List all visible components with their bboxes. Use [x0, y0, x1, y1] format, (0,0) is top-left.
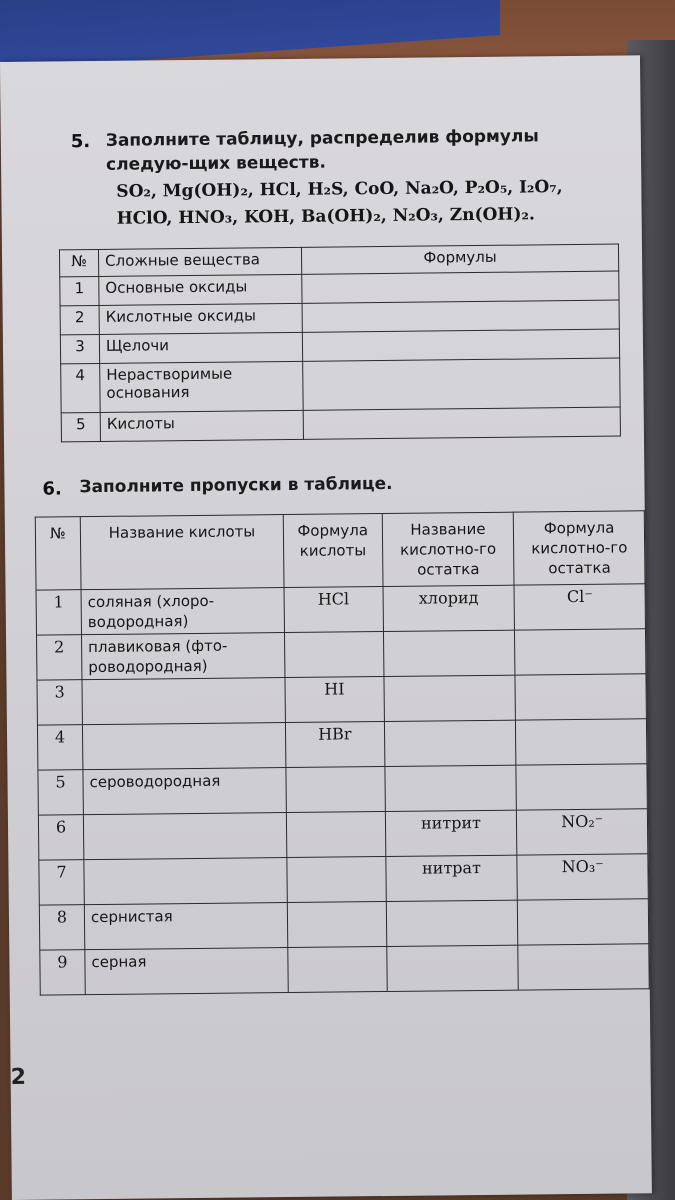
- formulas-line-1: SO₂, Mg(OH)₂, HCl, H₂S, CoO, Na₂O, P₂O₅, I₂O₇,: [116, 177, 563, 202]
- acid-name-cell[interactable]: [83, 813, 286, 860]
- task6-number: 6.: [42, 478, 62, 500]
- row-type: Кислотные оксиды: [99, 303, 302, 334]
- task5-formulas: [116, 174, 597, 233]
- acid-formula-cell[interactable]: HCl: [284, 587, 383, 633]
- residue-name-cell[interactable]: нитрит: [385, 810, 517, 856]
- col-header-formulas: Формулы: [301, 244, 618, 274]
- residue-name-cell[interactable]: [384, 720, 516, 766]
- table-row: [37, 629, 646, 680]
- residue-formula-cell[interactable]: [518, 944, 649, 990]
- acid-formula-cell[interactable]: [286, 767, 385, 813]
- task5-number: 5.: [70, 131, 91, 153]
- residue-name-cell[interactable]: [386, 900, 518, 946]
- residue-formula-cell[interactable]: NO₃⁻: [517, 854, 648, 900]
- residue-name-cell[interactable]: [384, 675, 516, 721]
- residue-name-cell[interactable]: [384, 765, 516, 811]
- formulas-line-2: HClO, HNO₃, KOH, Ba(OH)₂, N₂O₃, Zn(OH)₂.: [116, 204, 535, 229]
- acid-name-cell[interactable]: серная: [85, 948, 288, 995]
- col-header-residue-formula: Формула кислотно-го остатка: [514, 511, 645, 585]
- row-num: 1: [60, 276, 99, 305]
- acid-name-cell[interactable]: [84, 858, 287, 905]
- acid-formula-cell[interactable]: HBr: [285, 722, 384, 768]
- formulas-cell[interactable]: [302, 329, 619, 361]
- task6-title: Заполните пропуски в таблице.: [79, 473, 393, 498]
- residue-name-cell[interactable]: хлорид: [383, 585, 515, 631]
- row-type: Кислоты: [100, 410, 303, 441]
- row-num: 2: [37, 635, 82, 680]
- col-header-substances: Сложные вещества: [98, 247, 301, 276]
- table-row: [61, 358, 620, 413]
- row-type: Нерастворимые основания: [100, 361, 304, 412]
- residue-formula-cell[interactable]: [516, 719, 647, 765]
- acid-name-cell[interactable]: [82, 678, 285, 725]
- row-type: Щелочи: [99, 332, 302, 363]
- residue-formula-cell[interactable]: [516, 764, 647, 810]
- table-row: [37, 719, 646, 770]
- row-num: 4: [61, 363, 101, 412]
- row-num: 5: [38, 770, 83, 815]
- workbook-page: [0, 55, 652, 1200]
- acid-formula-cell[interactable]: HI: [285, 677, 384, 723]
- task5-title: Заполните таблицу, распределив формулы следую-щих веществ.: [105, 126, 539, 175]
- residue-name-cell[interactable]: [386, 945, 518, 991]
- row-num: 2: [60, 305, 99, 334]
- page-number: 2: [10, 1064, 27, 1090]
- col-header-residue-name: Название кислотно-го остатка: [382, 512, 515, 586]
- row-num: 4: [37, 725, 82, 770]
- residue-formula-cell[interactable]: NO₂⁻: [517, 809, 648, 855]
- acid-name-cell[interactable]: сероводородная: [83, 768, 286, 815]
- table-row: [39, 899, 648, 950]
- residue-formula-cell[interactable]: Cl⁻: [514, 584, 645, 630]
- row-num: 5: [61, 412, 100, 441]
- table-row: [38, 809, 647, 860]
- col-header-num: №: [59, 249, 98, 276]
- acid-name-cell[interactable]: соляная (хлоро-водородная): [81, 588, 284, 635]
- acid-name-cell[interactable]: сернистая: [84, 903, 287, 950]
- formulas-cell[interactable]: [303, 358, 620, 410]
- table-row: [38, 764, 647, 815]
- residue-formula-cell[interactable]: [515, 629, 646, 675]
- acid-formula-cell[interactable]: [284, 632, 383, 678]
- acid-formula-cell[interactable]: [287, 857, 386, 903]
- table-row: [61, 407, 620, 442]
- residue-formula-cell[interactable]: [515, 674, 646, 720]
- formulas-cell[interactable]: [302, 300, 619, 332]
- acids-table: [35, 510, 650, 995]
- row-num: 9: [40, 950, 85, 995]
- formulas-cell[interactable]: [303, 407, 620, 439]
- row-num: 1: [36, 590, 81, 635]
- row-num: 6: [38, 815, 83, 860]
- row-type: Основные оксиды: [99, 274, 302, 305]
- col-header-acid-name: Название кислоты: [80, 515, 284, 590]
- substances-table: [59, 244, 621, 443]
- row-num: 3: [60, 334, 99, 363]
- formulas-cell[interactable]: [302, 271, 619, 303]
- table-row: [36, 584, 645, 635]
- residue-name-cell[interactable]: нитрат: [385, 855, 517, 901]
- row-num: 3: [37, 680, 82, 725]
- row-num: 8: [39, 905, 84, 950]
- acid-formula-cell[interactable]: [287, 902, 386, 948]
- acid-formula-cell[interactable]: [288, 947, 387, 993]
- col-header-acid-formula: Формула кислоты: [283, 514, 382, 588]
- table-row: [37, 674, 646, 725]
- acid-name-cell[interactable]: [82, 723, 285, 770]
- acid-formula-cell[interactable]: [286, 812, 385, 858]
- residue-name-cell[interactable]: [383, 630, 515, 676]
- residue-formula-cell[interactable]: [518, 899, 649, 945]
- table-row: [40, 944, 649, 995]
- row-num: 7: [39, 860, 84, 905]
- acid-name-cell[interactable]: плавиковая (фто-роводородная): [82, 633, 285, 680]
- table-row: [39, 854, 648, 905]
- col-header-num: №: [35, 517, 81, 590]
